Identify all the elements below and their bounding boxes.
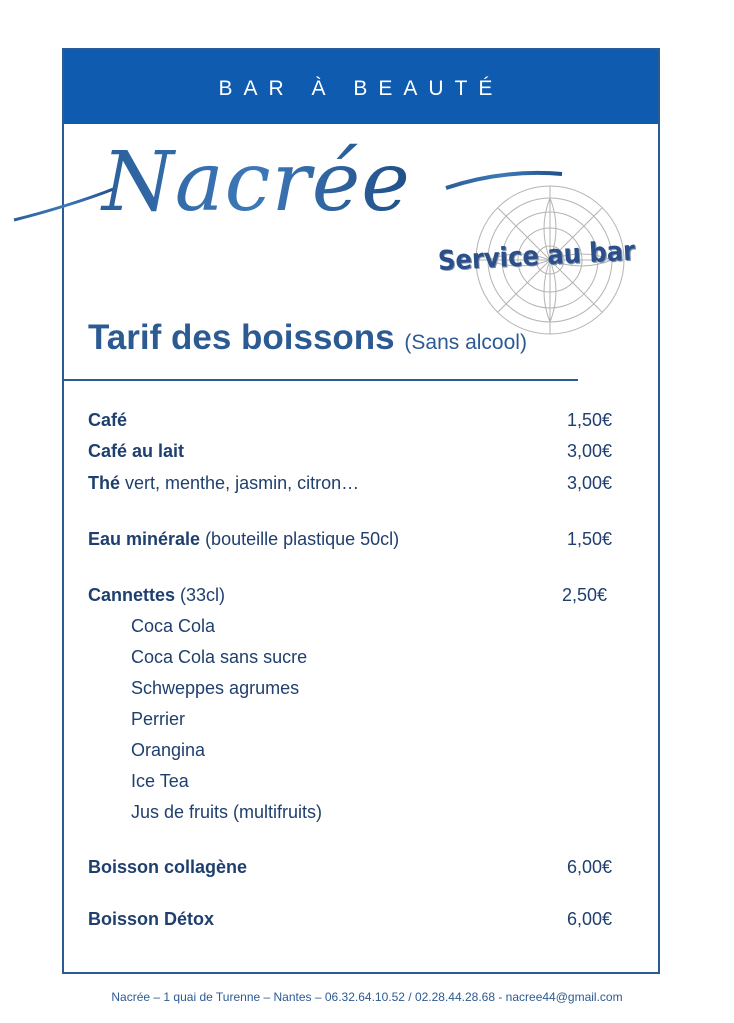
- item-price: 1,50€: [567, 410, 613, 430]
- service-au-bar-label: Service au bar: [437, 235, 636, 277]
- list-item: Jus de fruits (multifruits): [131, 802, 323, 822]
- title-main: Tarif des boissons: [88, 318, 395, 357]
- item-name: Eau minérale: [88, 529, 201, 549]
- banner-title: BAR À BEAUTÉ: [218, 77, 504, 100]
- title-divider: [64, 379, 578, 381]
- item-price: 3,00€: [567, 473, 613, 493]
- menu-item: [88, 585, 225, 606]
- list-item: Coca Cola sans sucre: [131, 647, 308, 667]
- menu-item: [88, 410, 127, 431]
- menu-item: [88, 473, 359, 494]
- item-detail: (33cl): [175, 585, 226, 605]
- footer-contact: Nacrée – 1 quai de Turenne – Nantes – 06.32.64.10.52 / 02.28.44.28.68 - nacree44@gmail.com: [111, 990, 623, 1004]
- item-price: 2,50€: [562, 585, 608, 605]
- item-price: 6,00€: [567, 857, 613, 877]
- item-name: Café: [88, 410, 128, 430]
- list-item: Orangina: [131, 740, 206, 760]
- list-item: Ice Tea: [131, 771, 189, 791]
- item-name: Boisson collagène: [88, 857, 248, 877]
- list-item: Schweppes agrumes: [131, 678, 300, 698]
- item-name: Thé: [88, 473, 121, 493]
- item-name: Boisson Détox: [88, 909, 215, 929]
- item-name: Café au lait: [88, 441, 185, 461]
- logo-text: Nacrée: [102, 135, 411, 230]
- item-name: Cannettes: [88, 585, 176, 605]
- item-price: 1,50€: [567, 529, 613, 549]
- item-price: 6,00€: [567, 909, 613, 929]
- menu-item: [88, 857, 247, 878]
- item-detail: (bouteille plastique 50cl): [200, 529, 400, 549]
- menu-item: [88, 529, 399, 550]
- page-title: [88, 318, 527, 358]
- list-item: Coca Cola: [131, 616, 216, 636]
- item-detail: vert, menthe, jasmin, citron…: [120, 473, 360, 493]
- item-price: 3,00€: [567, 441, 613, 461]
- list-item: Perrier: [131, 709, 186, 729]
- menu-item: [88, 441, 184, 462]
- title-subtitle: (Sans alcool): [404, 331, 527, 354]
- menu-item: [88, 909, 214, 930]
